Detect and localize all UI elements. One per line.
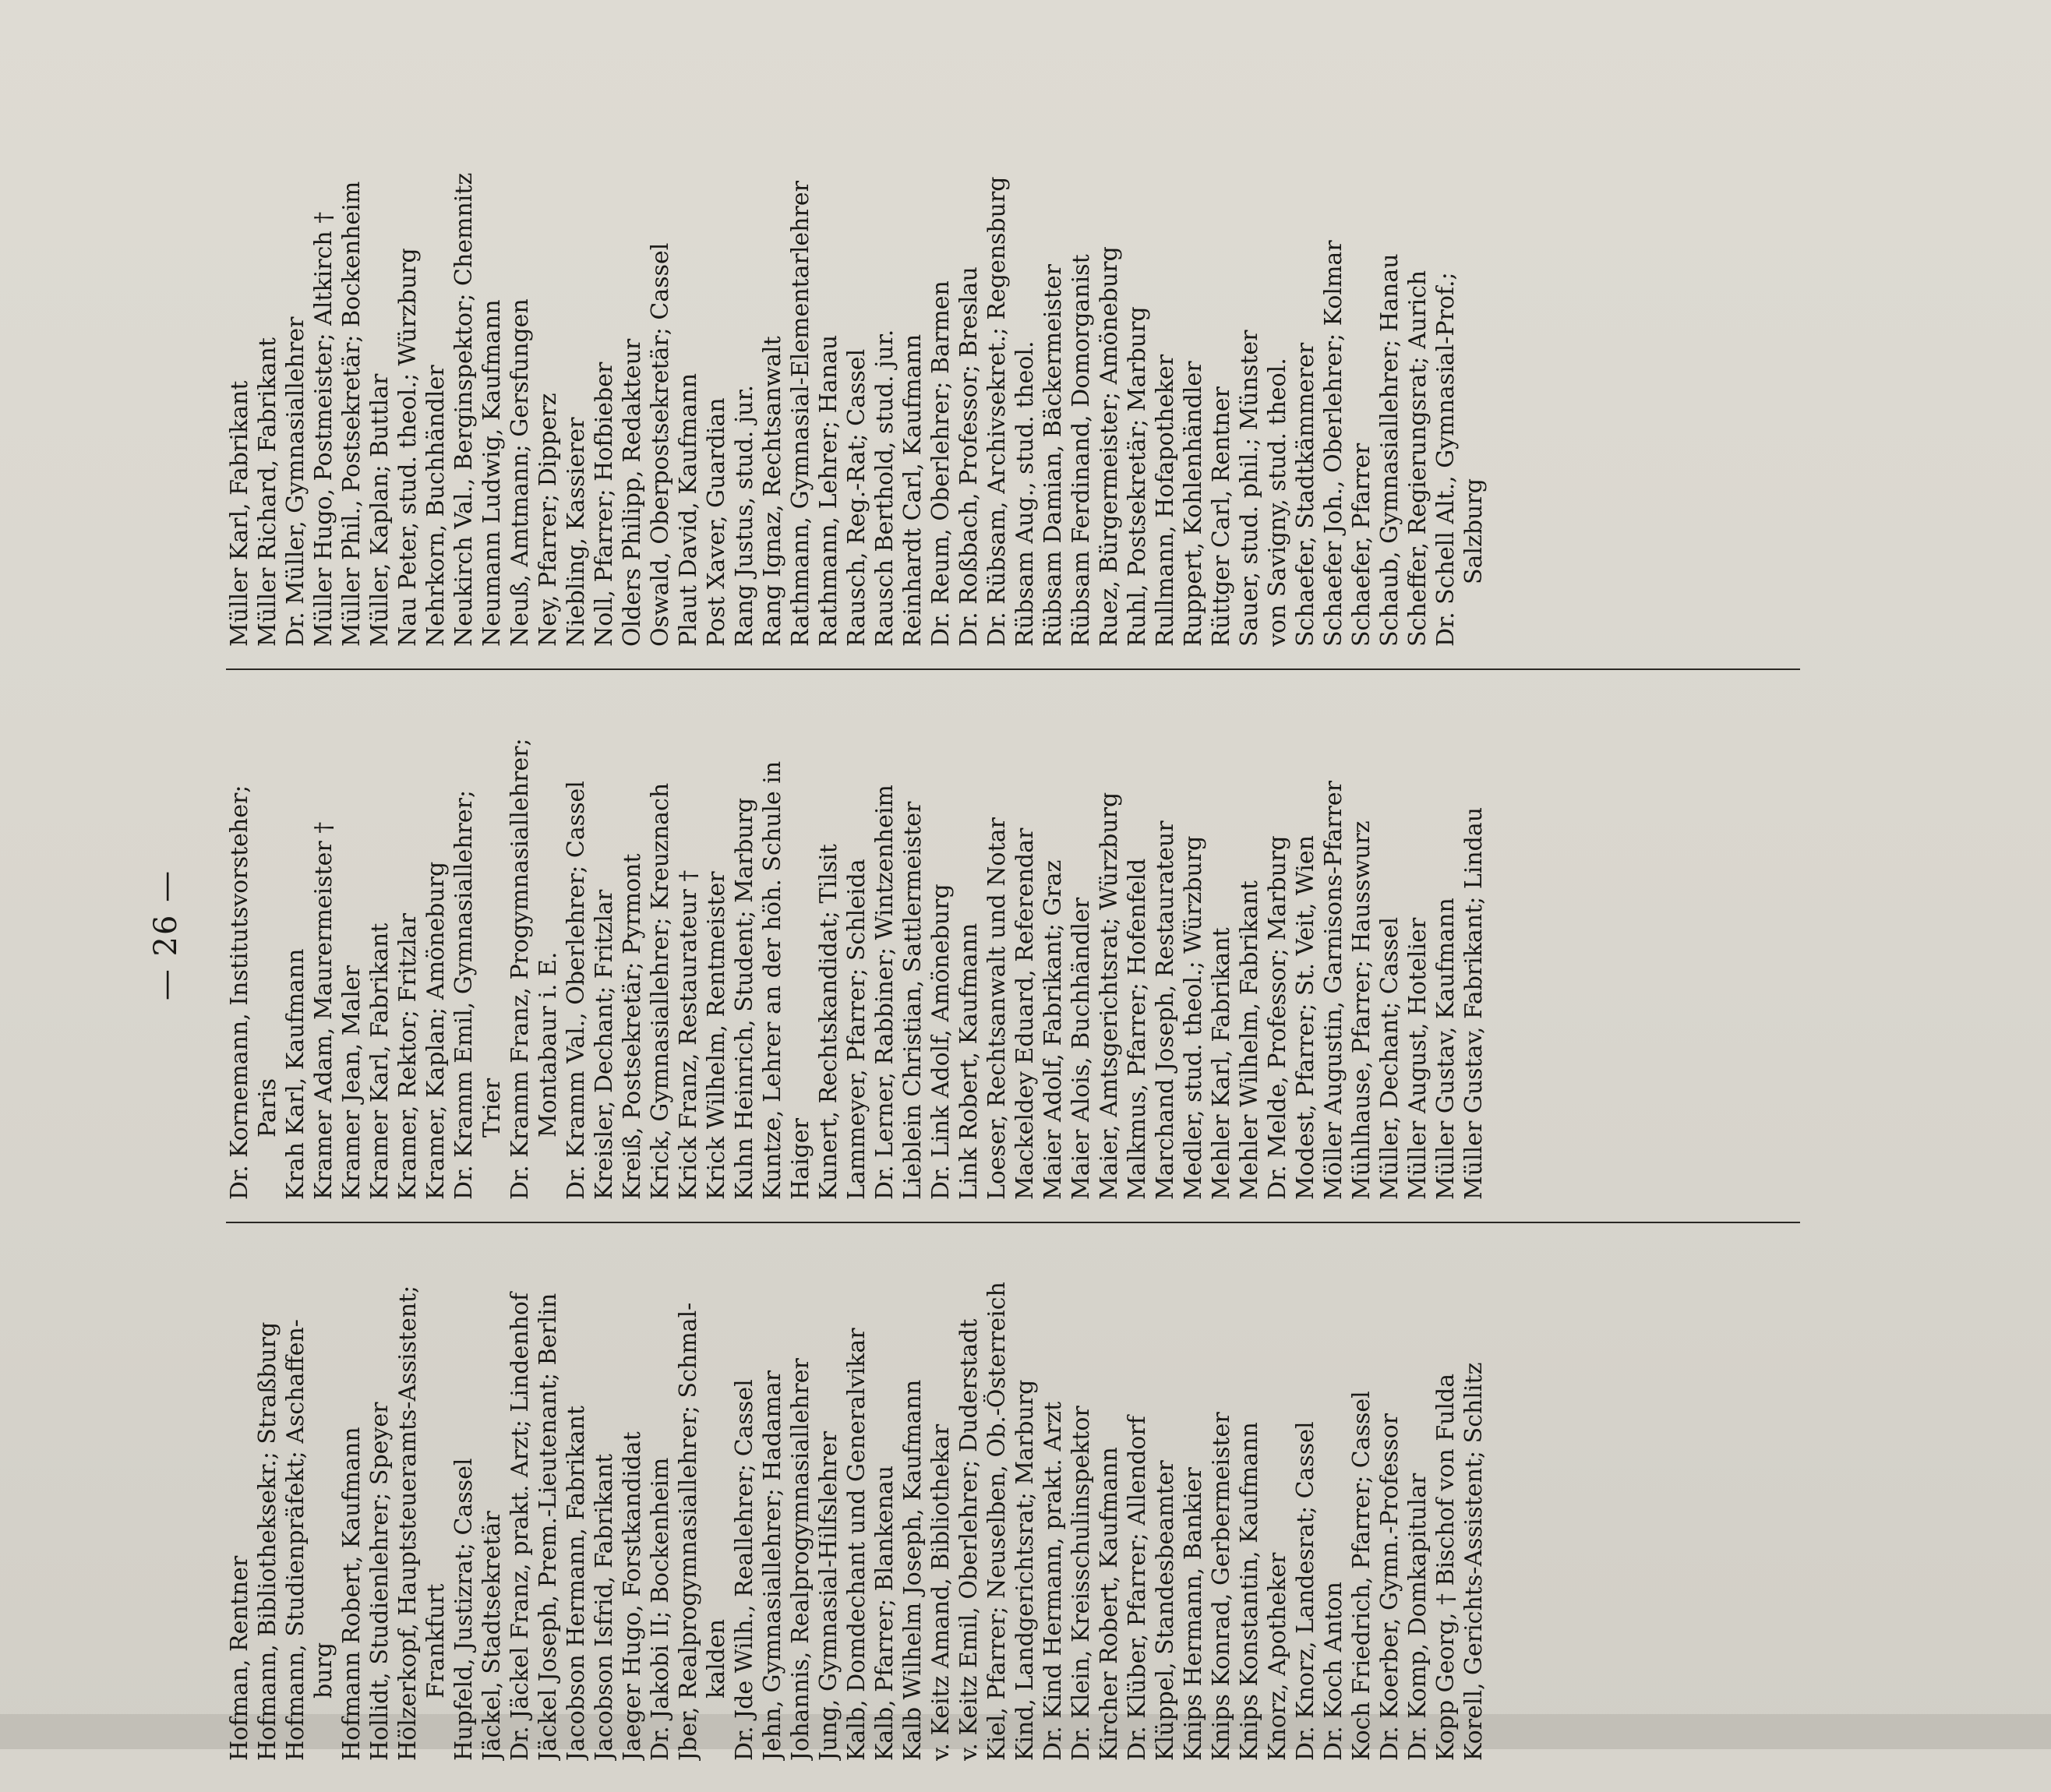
member-entry: Knips Hermann, Bankier [1180, 1467, 1207, 1761]
member-entry: Knips Konrad, Gerbermeister [1208, 1412, 1235, 1761]
member-entry: Jacobson Hermann, Fabrikant [563, 1406, 590, 1761]
member-entry: Rüttger Carl, Rentner [1208, 386, 1235, 647]
column-divider [226, 668, 1800, 670]
member-entry: Loeser, Rechtsanwalt und Notar [983, 817, 1011, 1200]
member-entry: Hupfeld, Justizrat; Cassel [450, 1458, 478, 1761]
member-entry: Neumann Ludwig, Kaufmann [478, 299, 506, 647]
member-entry: Hölzerkopf, Hauptsteueramts-Assistent; [394, 1285, 422, 1761]
member-entry: Ruhl, Postsekretär; Marburg [1124, 306, 1151, 647]
member-entry: Müller, Dechant; Cassel [1376, 917, 1403, 1200]
member-entry: Möller Augustin, Garnisons-Pfarrer [1320, 781, 1347, 1200]
member-entry: Kuntze, Lehrer an der höh. Schule in [759, 760, 786, 1200]
member-entry: Hollidt, Studienlehrer; Speyer [366, 1402, 394, 1761]
member-entry: Haiger [787, 1118, 814, 1200]
member-entry: Rang Justus, stud. jur. [731, 384, 758, 647]
member-entry: Dr. Kramm Emil, Gymnasiallehrer; [450, 789, 478, 1200]
member-entry: Jber, Realprogymnasiallehrer; Schmal- [675, 1302, 702, 1761]
member-entry: Dr. Reum, Oberlehrer; Barmen [927, 280, 955, 647]
member-entry: Jung, Gymnasial-Hilfslehrer [815, 1430, 842, 1761]
member-entry: Mackeldey Eduard, Referendar [1011, 827, 1039, 1200]
member-entry: Rullmann, Hofapotheker [1152, 354, 1179, 647]
member-entry: Kalb Wilhelm Joseph, Kaufmann [899, 1379, 927, 1761]
member-entry: Marchand Joseph, Restaurateur [1152, 820, 1179, 1200]
member-entry: Mehler Karl, Fabrikant [1208, 927, 1235, 1200]
member-entry: Dr. Kramm Franz, Progymnasiallehrer; [507, 738, 534, 1200]
rotated-page [132, 43, 1847, 1792]
member-entry: Schaefer, Pfarrer [1348, 443, 1375, 647]
member-entry: Ruez, Bürgermeister; Amöneburg [1096, 246, 1123, 647]
member-entry: Noll, Pfarrer; Hofbieber [591, 362, 618, 647]
member-entry: Kreiß, Postsekretär; Pyrmont [619, 853, 646, 1200]
member-entry: Dr. Koerber, Gymn.-Professor [1376, 1413, 1403, 1761]
member-entry: Dr. Roßbach, Professor; Breslau [955, 266, 983, 647]
member-entry: Medler, stud. theol.; Würzburg [1180, 835, 1207, 1200]
member-entry: Schaefer, Stadtkämmerer [1292, 342, 1319, 647]
member-entry: Mühlhause, Pfarrer; Hausswurz [1348, 820, 1375, 1200]
member-entry: Krick Franz, Restaurateur † [675, 870, 702, 1200]
member-entry: Ney, Pfarrer; Dipperz [535, 393, 562, 647]
member-entry: Nehrkorn, Buchhändler [422, 365, 450, 647]
member-entry: Dr. Jäckel Franz, prakt. Arzt; Lindenhof [507, 1292, 534, 1761]
member-entry: Lieblein Christian, Sattlermeister [899, 801, 927, 1200]
member-entry: Dr. Rübsam, Archivsekret.; Regensburg [983, 176, 1011, 647]
member-entry: v. Keitz Emil, Oberlehrer; Duderstadt [955, 1318, 983, 1761]
member-entry: Modest, Pfarrer; St. Veit, Wien [1292, 835, 1319, 1200]
member-entry: Maier Adolf, Fabrikant; Graz [1040, 859, 1067, 1200]
member-entry: Kind, Landgerichtsrat; Marburg [1011, 1379, 1039, 1761]
member-entry: Jehn, Gymnasiallehrer; Hadamar [759, 1370, 786, 1761]
member-entry: Krah Karl, Kaufmann [282, 948, 309, 1200]
member-entry: Kuhn Heinrich, Student; Marburg [731, 797, 758, 1200]
member-entry: Klüppel, Standesbeamter [1152, 1460, 1179, 1761]
member-entry: Dr. Jakobi II; Bockenheim [647, 1457, 674, 1761]
member-entry: v. Keitz Amand, Bibliothekar [927, 1423, 955, 1761]
member-entry: Kramer, Rektor; Fritzlar [394, 912, 422, 1200]
member-entry: Kramer Adam, Maurermeister † [310, 821, 337, 1200]
member-entry: von Savigny, stud. theol. [1264, 358, 1291, 647]
member-entry: Kopp Georg, † Bischof von Fulda [1432, 1373, 1460, 1761]
member-entry: Kramer, Kaplan; Amöneburg [422, 861, 450, 1200]
member-entry: Korell, Gerichts-Assistent; Schlitz [1460, 1362, 1488, 1761]
member-entry: Dr. Link Adolf, Amöneburg [927, 884, 955, 1200]
member-entry: Schaefer Joh., Oberlehrer; Kolmar [1320, 240, 1347, 647]
member-entry: Dr. Komp, Domkapitular [1404, 1473, 1431, 1761]
page-number: — 26 — [148, 869, 184, 1001]
member-entry: Rübsam Damian, Bäckermeister [1040, 264, 1067, 647]
member-entry: Dr. Schell Alt., Gymnasial-Prof.; [1432, 272, 1460, 647]
member-entry: Müller Richard, Fabrikant [254, 337, 281, 647]
member-entry: Knorz, Apotheker [1264, 1552, 1291, 1761]
member-entry: Kalb, Domdechant und Generalvikar [843, 1328, 870, 1761]
member-entry: Krick Wilhelm, Rentmeister [703, 871, 730, 1200]
member-entry: Müller Gustav, Kaufmann [1432, 898, 1460, 1200]
member-entry: Malkmus, Pfarrer; Hofenfeld [1124, 858, 1151, 1200]
member-entry: Kramer Karl, Fabrikant [366, 922, 394, 1200]
member-entry: Müller Hugo, Postmeister; Altkirch † [310, 211, 337, 647]
member-entry: Mehler Wilhelm, Fabrikant [1236, 880, 1263, 1200]
member-entry: Müller Gustav, Fabrikant; Lindau [1460, 806, 1488, 1200]
member-entry: Jäckel, Stadtsekretär [478, 1511, 506, 1761]
member-entry: Kircher Robert, Kaufmann [1096, 1447, 1123, 1761]
member-entry: Dr. Müller, Gymnasiallehrer [282, 316, 309, 647]
column-right [226, 132, 1488, 647]
member-entry: Dr. Kramm Val., Oberlehrer; Cassel [563, 781, 590, 1200]
member-entry: Plaut David, Kaufmann [675, 372, 702, 647]
member-entry: Rausch, Reg.-Rat; Cassel [843, 348, 870, 647]
member-entry: Post Xaver, Guardian [703, 397, 730, 647]
member-entry: Kreisler, Dechant; Fritzlar [591, 889, 618, 1200]
member-entry: Kalb, Pfarrer; Blankenau [871, 1465, 898, 1761]
member-entry: Kramer Jean, Maler [338, 965, 365, 1200]
member-entry: Rathmann, Gymnasial-Elementarlehrer [787, 181, 814, 647]
member-entry: Nau Peter, stud. theol.; Würzburg [394, 248, 422, 647]
member-entry: Dr. Kornemann, Institutsvorsteher; [226, 785, 253, 1200]
member-entry: Rang Ignaz, Rechtsanwalt [759, 336, 786, 647]
column-middle [226, 686, 1488, 1200]
member-entry: Maier, Amtsgerichtsrat; Würzburg [1096, 792, 1123, 1200]
member-entry: Müller, Kaplan; Buttlar [366, 373, 394, 647]
member-entry: Sauer, stud. phil.; Münster [1236, 330, 1263, 647]
member-entry: Knips Konstantin, Kaufmann [1236, 1422, 1263, 1761]
member-entry: Frankfurt [422, 1583, 450, 1699]
member-entry: Müller Phil., Postsekretär; Bockenheim [338, 181, 365, 647]
member-entry: Rausch Berthold, stud. jur. [871, 329, 898, 647]
column-left [226, 1247, 1488, 1761]
member-entry: Dr. Klüber, Pfarrer; Allendorf [1124, 1416, 1151, 1761]
member-entry: Lammeyer, Pfarrer; Schleida [843, 859, 870, 1200]
member-entry: Dr. Lerner, Rabbiner; Wintzenheim [871, 785, 898, 1200]
member-entry: Rübsam Aug., stud. theol. [1011, 340, 1039, 647]
member-entry: Jacobson Isfrid, Fabrikant [591, 1453, 618, 1761]
member-entry: Dr. Knorz, Landesrat; Cassel [1292, 1421, 1319, 1761]
member-entry: Müller Karl, Fabrikant [226, 380, 253, 647]
member-entry: Dr. Jde Wilh., Reallehrer; Cassel [731, 1379, 758, 1761]
member-entry: Johannis, Realprogymnasiallehrer [787, 1358, 814, 1761]
member-entry: Koch Friedrich, Pfarrer; Cassel [1348, 1391, 1375, 1761]
member-entry: Rathmann, Lehrer; Hanau [815, 334, 842, 647]
member-entry: Ruppert, Kohlenhändler [1180, 361, 1207, 647]
column-divider [226, 1222, 1800, 1223]
member-entry: Hofman, Rentner [226, 1555, 253, 1761]
member-entry: burg [310, 1642, 337, 1699]
member-entry: Rübsam Ferdinand, Domorganist [1068, 254, 1095, 647]
member-entry: Müller August, Hotelier [1404, 917, 1431, 1200]
member-entry: Niebling, Kassierer [563, 417, 590, 647]
member-entry: Krick, Gymnasiallehrer; Kreuznach [647, 782, 674, 1200]
member-entry: Maier Alois, Buchhändler [1068, 897, 1095, 1200]
member-entry: Hofmann Robert, Kaufmann [338, 1427, 365, 1761]
member-entry: Trier [478, 1078, 506, 1138]
member-entry: Dr. Klein, Kreisschulinspektor [1068, 1406, 1095, 1761]
member-entry: Dr. Kind Hermann, prakt. Arzt [1040, 1401, 1067, 1761]
member-entry: Dr. Koch Anton [1320, 1582, 1347, 1761]
member-entry: Oswald, Oberpostsekretär; Cassel [647, 242, 674, 647]
member-entry: Hofmann, Studienpräfekt; Aschaffen- [282, 1319, 309, 1761]
member-entry: Link Robert, Kaufmann [955, 922, 983, 1200]
member-entry: Neuß, Amtmann; Gersfungen [507, 298, 534, 647]
member-entry: Olders Philipp, Redakteur [619, 338, 646, 647]
member-entry: Montabaur i. E. [535, 951, 562, 1138]
member-entry: kalden [703, 1619, 730, 1699]
member-entry: Schaub, Gymnasiallehrer; Hanau [1376, 253, 1403, 647]
member-entry: Kunert, Rechtskandidat; Tilsit [815, 844, 842, 1200]
member-entry: Jäckel Joseph, Prem.-Lieutenant; Berlin [535, 1293, 562, 1761]
member-entry: Hofmann, Bibliotheksekr.; Straßburg [254, 1321, 281, 1761]
member-entry: Kiel, Pfarrer; Neuselben, Ob.-Österreich [983, 1282, 1011, 1761]
member-entry: Paris [254, 1078, 281, 1138]
member-entry: Salzburg [1460, 478, 1488, 584]
member-entry: Neukirch Val., Berginspektor; Chemnitz [450, 172, 478, 647]
member-entry: Scheffer, Regierungsrat; Aurich [1404, 270, 1431, 647]
member-entry: Jaeger Hugo, Forstkandidat [619, 1431, 646, 1761]
member-entry: Reinhardt Carl, Kaufmann [899, 333, 927, 647]
member-entry: Dr. Melde, Professor; Marburg [1264, 835, 1291, 1200]
